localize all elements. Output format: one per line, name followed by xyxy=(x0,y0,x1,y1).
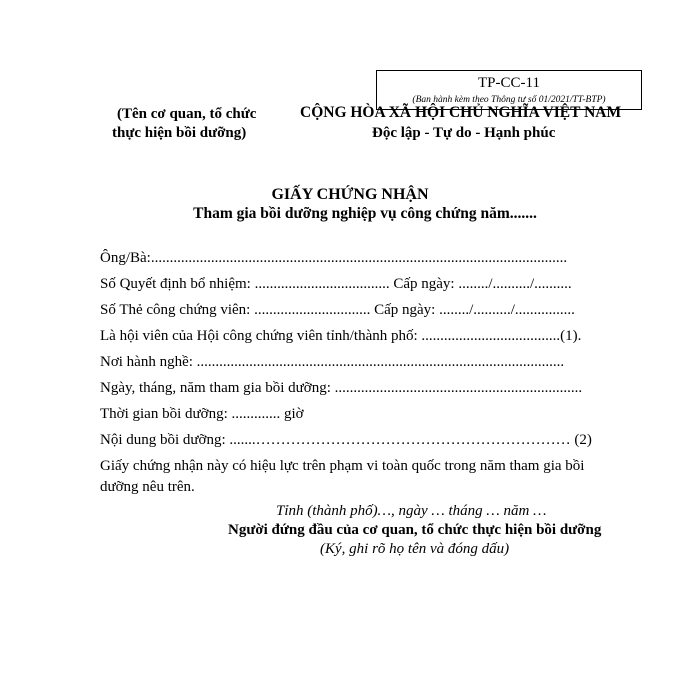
field-notary-card: Số Thẻ công chứng viên: ............................... Cấp ngày: ......../........../................ xyxy=(100,302,575,318)
signature-place-date: Tỉnh (thành phố)…, ngày … tháng … năm … xyxy=(276,503,547,519)
field-association-member: Là hội viên của Hội công chứng viên tỉnh/thành phố: .....................................(1). xyxy=(100,328,582,344)
field-name: Ông/Bà:............................................................................................................... xyxy=(100,250,568,266)
national-title: CỘNG HÒA XÃ HỘI CHỦ NGHĨA VIỆT NAM xyxy=(300,104,622,121)
form-code-note: (Ban hành kèm theo Thông tư số 01/2021/TT-BTP) xyxy=(412,95,606,105)
form-code-box xyxy=(376,70,642,110)
agency-name-line1: (Tên cơ quan, tổ chức xyxy=(117,106,257,122)
field-training-date: Ngày, tháng, năm tham gia bồi dưỡng: .................................................................. xyxy=(100,380,583,396)
field-training-hours: Thời gian bồi dưỡng: ............. giờ xyxy=(100,406,304,422)
national-motto: Độc lập - Tự do - Hạnh phúc xyxy=(372,125,556,141)
certificate-title: GIẤY CHỨNG NHẬN xyxy=(271,186,429,203)
certificate-subtitle: Tham gia bồi dưỡng nghiệp vụ công chứng năm....... xyxy=(193,205,537,222)
field-practice-place: Nơi hành nghề: .................................................................................................. xyxy=(100,354,565,370)
validity-line1: Giấy chứng nhận này có hiệu lực trên phạm vi toàn quốc trong năm tham gia bồi xyxy=(100,458,585,474)
form-code: TP-CC-11 xyxy=(478,75,540,91)
validity-line2: dưỡng nêu trên. xyxy=(100,479,195,495)
field-appointment-decision: Số Quyết định bổ nhiệm: .................................... Cấp ngày: ......../........../.......... xyxy=(100,276,572,292)
field-training-content: Nội dung bồi dưỡng: .......……………………………………………………… (2) xyxy=(100,432,592,448)
signature-signer: Người đứng đầu của cơ quan, tổ chức thực hiện bồi dưỡng xyxy=(228,522,602,538)
signature-instruction: (Ký, ghi rõ họ tên và đóng dấu) xyxy=(320,541,510,557)
agency-name-line2: thực hiện bồi dưỡng) xyxy=(112,125,247,141)
